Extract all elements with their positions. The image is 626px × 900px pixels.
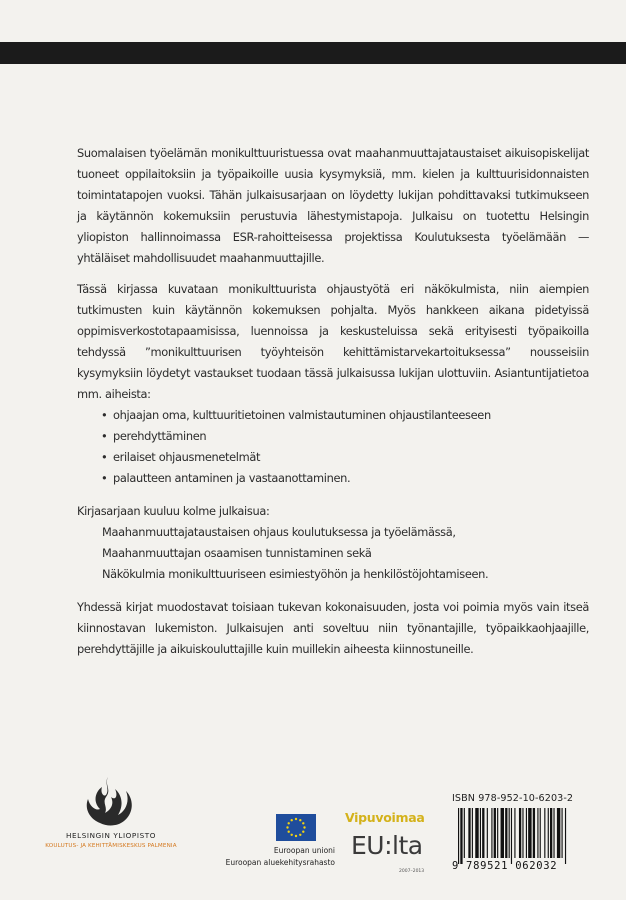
list-item: • palautteen antaminen ja vastaanottaminen. [101, 468, 589, 489]
university-unit: KOULUTUS- JA KEHITTÄMISKESKUS PALMENIA [45, 843, 177, 849]
university-logo [36, 775, 216, 875]
isbn-label: ISBN 978-952-10-6203-2 [452, 793, 574, 804]
eu-flag-icon [276, 814, 316, 841]
list-item: • ohjaajan oma, kulttuuritietoinen valmistautuminen ohjaustilanteeseen [101, 405, 589, 426]
topic-list [77, 405, 589, 489]
intro-paragraph: Suomalaisen työelämän monikulttuuristuessa ovat maahanmuuttajataustaiset aikuisopiskelijat tuoneet oppilaitoksiin ja työpaikoille uusia kysymyksiä, mm. kielen ja kulttuurisidonnaisten toimintatapojen vuoksi. Tähän julkaisusarjaan on löydetty lukijan pohdittavaksi tutkimukseen ja käytännön kokemuksiin perustuvia lähestymistapoja. Julkaisu on tuotettu Helsingin yliopiston hallinnoimassa ESR-rahoitteisessa projektissa Koulutuksesta työelämään — yhtäläiset mahdollisuudet maahanmuuttajille. [77, 146, 589, 265]
vipuvoimaa-years: 2007–2013 [399, 869, 425, 874]
bullet-icon: • [101, 429, 108, 443]
list-item: • perehdyttäminen [101, 426, 589, 447]
top-black-band [0, 42, 626, 64]
eu-logo [195, 812, 335, 882]
book-description-paragraph: Tässä kirjassa kuvataan monikulttuurista ohjaustyötä eri näkökulmista, niin aiempien tutkimusten kuin käytännön kokemuksen pohjalta. Myös hankkeen aikana pidetyissä oppimisverkostotapaamisissa, luennoissa ja keskusteluissa sekä erityisesti työpaikoilla tehdyssä ”monikulttuurisen työyhteisön kehittämistarvekartoituksessa” nousseisiin kysymyksiin löydetyt vastaukset tuodaan tässä julkaisussa lukijan ulottuviin. Asiantuntijatietoa mm. aiheista: [77, 282, 589, 401]
eu-caption [195, 845, 335, 869]
vipuvoimaa-logo [345, 810, 435, 880]
isbn-block [452, 793, 617, 883]
back-cover-text [77, 143, 589, 660]
flame-icon [78, 775, 138, 829]
list-item: • erilaiset ohjausmenetelmät [101, 447, 589, 468]
barcode-icon [458, 808, 610, 864]
eu-line-1: Euroopan unioni [273, 846, 335, 855]
barcode-digits: 9 789521 062032 [452, 860, 558, 872]
series-title: Maahanmuuttajan osaamisen tunnistaminen sekä [102, 546, 372, 560]
vipuvoimaa-subtitle: EU:lta [351, 831, 423, 860]
closing-paragraph: Yhdessä kirjat muodostavat toisiaan tukevan kokonaisuuden, josta voi poimia myös vain itseä kiinnostavan lukemiston. Julkaisujen anti soveltuu niin työnantajille, työpaikkaohjaajille, perehdyttäjille ja aikuiskouluttajille kuin muillekin aiheesta kiinnostuneille. [77, 600, 589, 656]
series-title: Näkökulmia monikulttuuriseen esimiestyöhön ja henkilöstöjohtamiseen. [102, 567, 489, 581]
bullet-icon: • [101, 450, 108, 464]
university-name: HELSINGIN YLIOPISTO [66, 831, 156, 840]
bullet-icon: • [101, 471, 108, 485]
series-intro: Kirjasarjaan kuuluu kolme julkaisua: [77, 504, 270, 518]
vipuvoimaa-title: Vipuvoimaa [345, 810, 425, 825]
bullet-icon: • [101, 408, 108, 422]
series-title: Maahanmuuttajataustaisen ohjaus koulutuksessa ja työelämässä, [102, 525, 456, 539]
eu-line-2: Euroopan aluekehitysrahasto [225, 858, 335, 867]
series-list [77, 522, 589, 585]
